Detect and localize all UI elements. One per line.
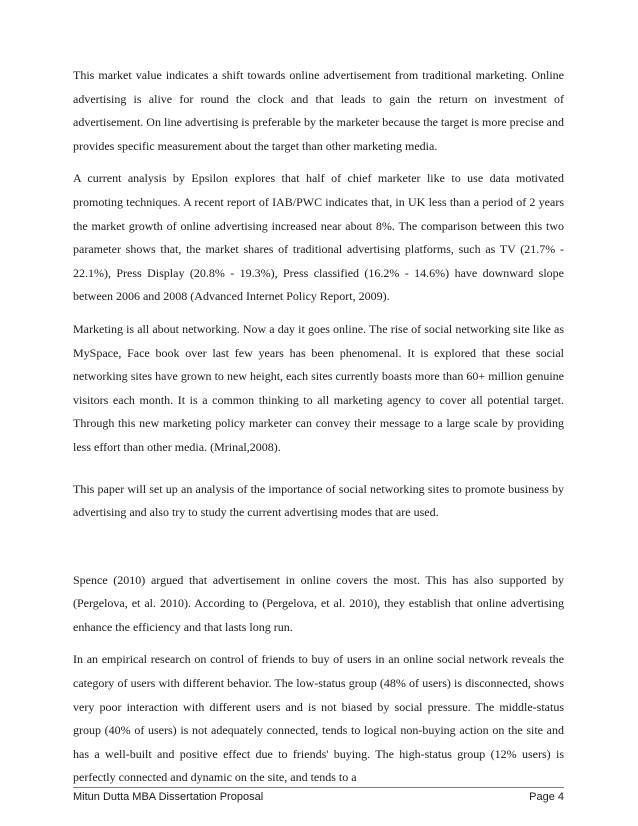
page-footer [73, 787, 564, 803]
paragraph-paper-scope: This paper will set up an analysis of the importance of social networking sites to promote business by advertising and also try to study the current advertising modes that are used. [73, 481, 564, 520]
paragraph-empirical-research: In an empirical research on control of friends to buy of users in an online social network reveals the category of users with different behavior. The low-status group (48% of users) is disconnected, shows very poor interaction with different users and is not biased by social pressure. The middle-status group (40% of users) is not adequately connected, tends to logical non-buying action on the site and has a well-built and positive effect due to friends' buying. The high-status group (12% users) is perfectly connected and dynamic on the site, and tends to a [73, 652, 564, 785]
paragraph-networking: Marketing is all about networking. Now a day it goes online. The rise of social networking site like as MySpace, Face book over last few years has been phenomenal. It is explored that these social networking sites have grown to new height, each sites currently boasts more than 60+ million genuine visitors each month. It is a common thinking to all marketing agency to cover all potential target. Through this new marketing policy marketer can convey their message to a large scale by providing less effort than other media. (Mrinal,2008). [73, 321, 564, 454]
footer-title: Mitun Dutta MBA Dissertation Proposal [73, 791, 264, 803]
page-number: Page 4 [529, 791, 564, 803]
paragraph-market-value: This market value indicates a shift towards online advertisement from traditional marketing. Online advertising is alive for round the clock and that leads to gain the return on investment of advertisement. On line advertising is preferable by the marketer because the target is more precise and provides specific measurement about the target than other marketing media. [73, 68, 564, 153]
paragraph-spence-2010: Spence (2010) argued that advertisement in online covers the most. This has also supported by (Pergelova, et al. 2010). According to (Pergelova, et al. 2010), they establish that online advertising enhance the efficiency and that lasts long run. [73, 572, 564, 634]
paragraph-epsilon-analysis: A current analysis by Epsilon explores that half of chief marketer like to use data motivated promoting techniques. A recent report of IAB/PWC indicates that, in UK less than a period of 2 years the market growth of online advertising increased near about 8%. The comparison between this two parameter shows that, the market shares of traditional advertising platforms, such as TV (21.7% - 22.1%), Press Display (20.8% - 19.3%), Press classified (16.2% - 14.6%) have downward slope between 2006 and 2008 (Advanced Internet Policy Report, 2009). [73, 171, 564, 304]
body-text [73, 64, 564, 790]
